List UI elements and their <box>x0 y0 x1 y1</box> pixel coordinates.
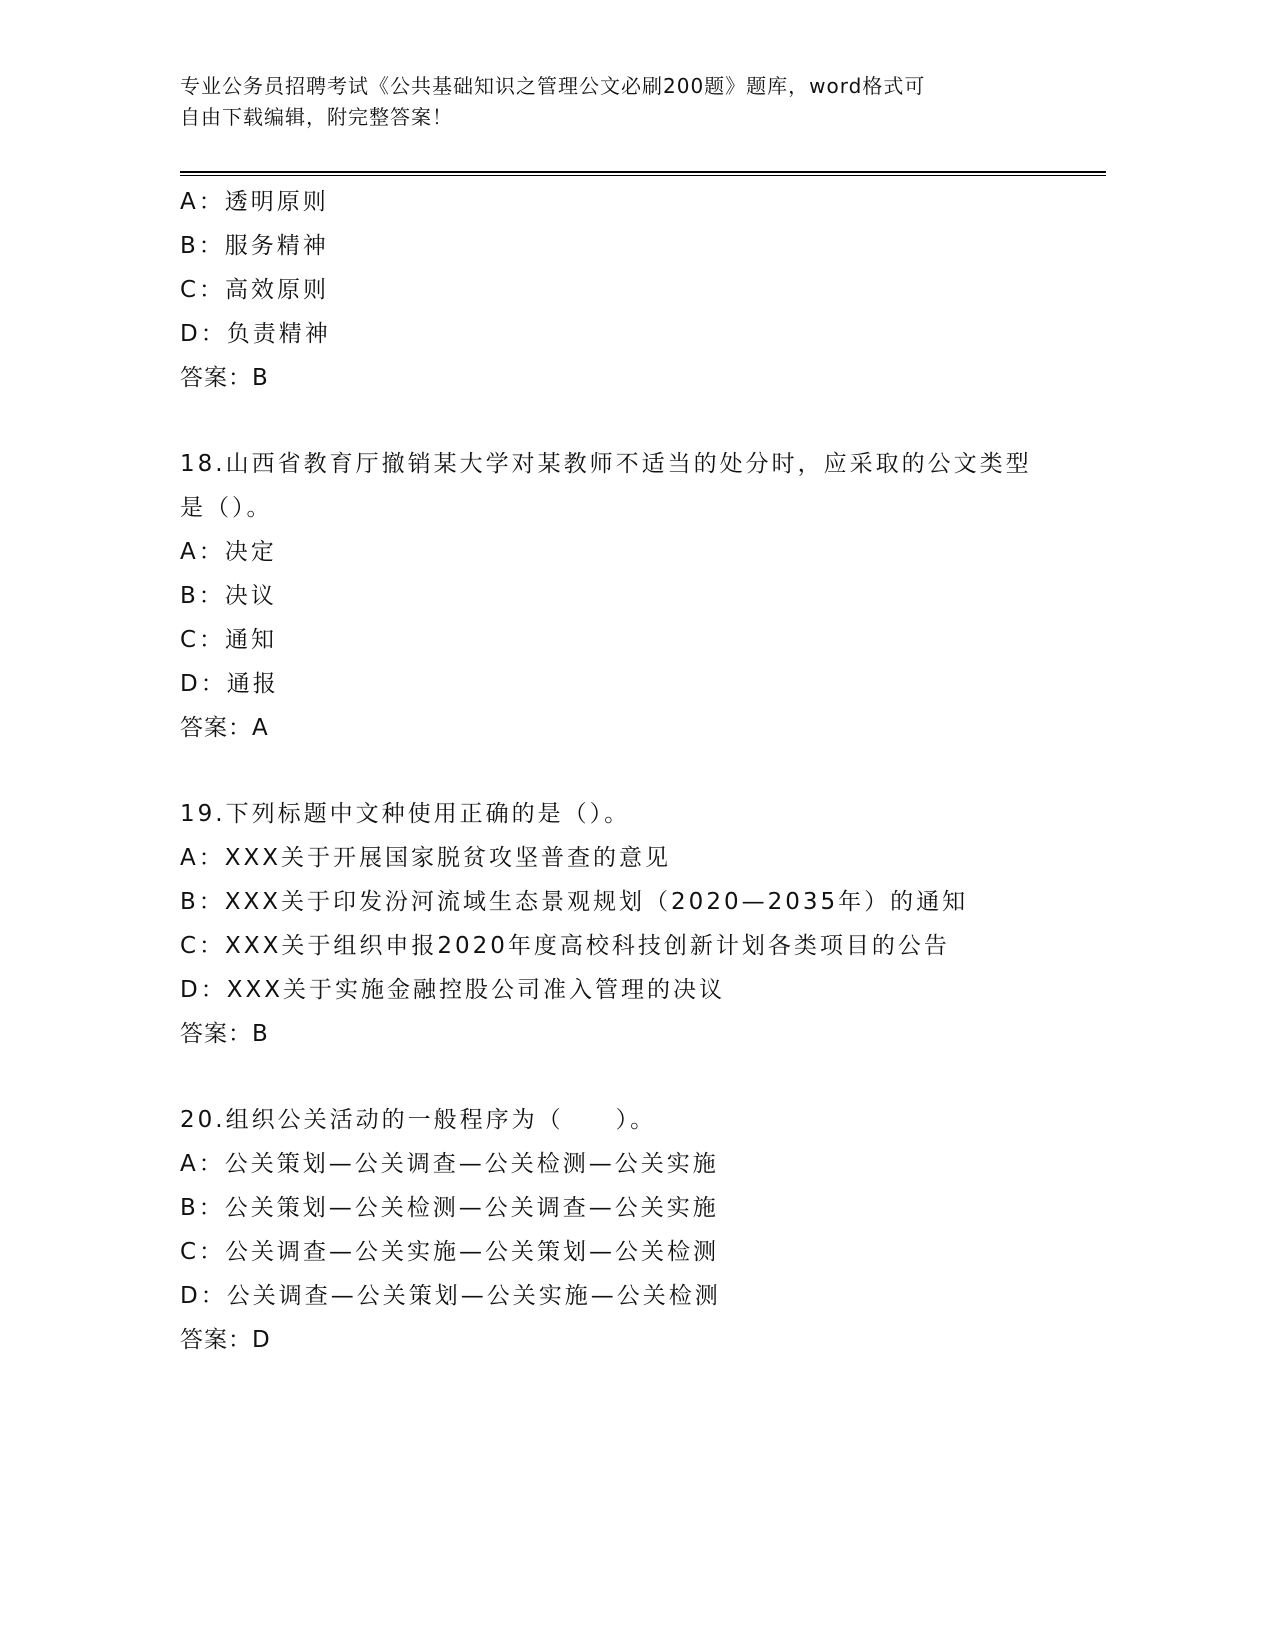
answer: 答案：A <box>180 715 269 741</box>
question-18 <box>180 442 1040 750</box>
option-d: D：通报 <box>180 671 279 697</box>
header-line-1: 专业公务员招聘考试《公共基础知识之管理公文必刷200题》题库，word格式可 <box>180 74 926 98</box>
option-b: B：公关策划—公关检测—公关调查—公关实施 <box>180 1195 719 1221</box>
option-c: C：高效原则 <box>180 277 330 303</box>
answer: 答案：B <box>180 1021 269 1047</box>
option-b: B：XXX关于印发汾河流域生态景观规划（2020—2035年）的通知 <box>180 889 969 915</box>
header-divider <box>180 171 1106 173</box>
option-c: C：通知 <box>180 627 278 653</box>
option-d: D：XXX关于实施金融控股公司准入管理的决议 <box>180 977 725 1003</box>
question-stem: 18.山西省教育厅撤销某大学对某教师不适当的处分时，应采取的公文类型是（）。 <box>180 451 1032 521</box>
answer: 答案：D <box>180 1327 271 1353</box>
option-c: C：XXX关于组织申报2020年度高校科技创新计划各类项目的公告 <box>180 933 950 959</box>
option-d: D：公关调查—公关策划—公关实施—公关检测 <box>180 1283 721 1309</box>
question-19 <box>180 792 1040 1056</box>
option-a: A：公关策划—公关调查—公关检测—公关实施 <box>180 1151 719 1177</box>
question-17-tail <box>180 180 1040 400</box>
header-divider-thin <box>180 175 1106 176</box>
question-stem: 20.组织公关活动的一般程序为（ ）。 <box>180 1107 657 1133</box>
option-a: A：透明原则 <box>180 189 329 215</box>
question-20 <box>180 1098 1040 1362</box>
option-b: B：服务精神 <box>180 233 329 259</box>
header-line-2: 自由下载编辑，附完整答案！ <box>180 105 453 129</box>
document-header <box>180 71 1030 133</box>
option-b: B：决议 <box>180 583 277 609</box>
option-a: A：XXX关于开展国家脱贫攻坚普查的意见 <box>180 845 672 871</box>
option-c: C：公关调查—公关实施—公关策划—公关检测 <box>180 1239 720 1265</box>
question-stem: 19.下列标题中文种使用正确的是（）。 <box>180 801 631 827</box>
question-list <box>180 180 1040 1404</box>
answer: 答案：B <box>180 365 269 391</box>
option-d: D：负责精神 <box>180 321 331 347</box>
option-a: A：决定 <box>180 539 277 565</box>
